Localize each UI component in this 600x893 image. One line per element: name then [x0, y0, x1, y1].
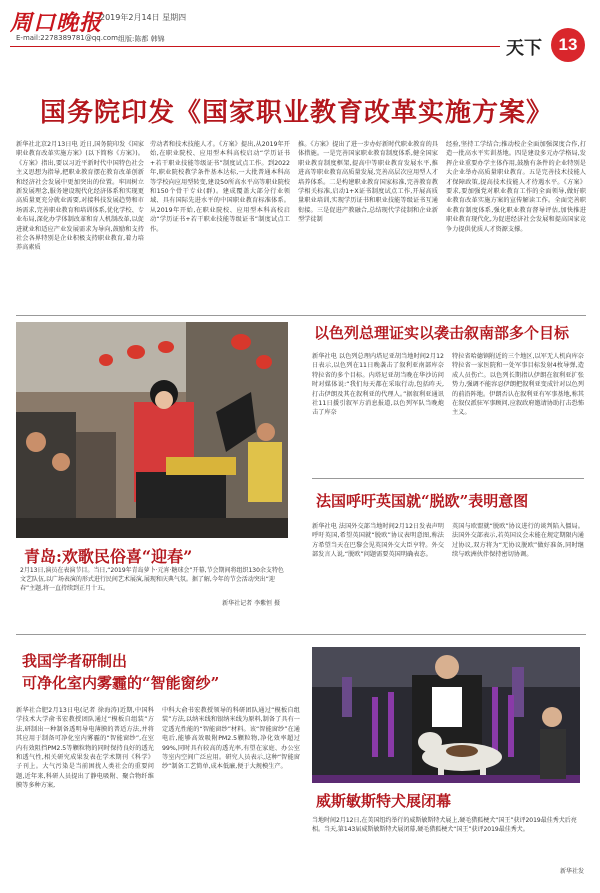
article1-col3	[298, 140, 438, 310]
photo2-title: 威斯敏斯特犬展闭幕	[316, 792, 452, 810]
photo-story-caption: 2月13日,演员在表演节目。当日,“2019年青岛萝卜·元宵·糖球会”开幕,节会期间将组织130余支特色文艺队伍,以广场表演的形式进行民间艺术展演,展现和庆典气氛。据了解,今年的节会活动突出“迎春”主题,将一直持续到正月十五。	[20, 567, 284, 592]
article4-col1-text: 新华社合肥2月13日电(记者 徐海涛)近期,中国科学技术大学俞书宏教授团队通过“模板自组装”方法,研制出一种制备透明导电薄膜的普适方法,并将其应用于制备可净化室内雾霾的“智能窗纱”,在室内有效阻挡PM2.5等颗粒物的同时保持良好的透光和透气性,相关研究成果发表在学术期刊《科学》子刊上。大气污染是当前困扰人类社会的重要问题,近年来,科研人员提出了静电吸附、聚合物纤维膜等多种方案,	[16, 707, 154, 790]
article4-title-line2: 可净化室内雾霾的“智能窗纱”	[22, 674, 220, 692]
article1-col1-text: 新华社北京2月13日电 近日,国务院印发《国家职业教育改革实施方案》(以下简称《方案》)。《方案》指出,要以习近平新时代中国特色社会主义思想为指导,把职业教育摆在教育改革创新和经济社会发展中更加突出的位置。牢固树立新发展理念,服务建设现代化经济体系和实现更高质量更充分就业需要,对接科技发展趋势和市场需求,完善职业教育和培训体系,优化学校、专业布局,深化办学体制改革和育人机制改革,以促进就业和适应产业发展需求为导向,鼓励和支持社会各界特别是企业积极支持职业教育,着力培养高素质	[16, 141, 144, 252]
photo-story-byline: 新华社记者 李紫恒 摄	[222, 600, 280, 607]
section-title: 天下	[506, 38, 542, 59]
article3-col1-text: 新华社电 法国外交部当地时间2月12日发表声明呼吁英国,希望英国就“脱欧”协议表明意图,称法方希望当天在巴黎会见英国外交大臣亨特。外交部发言人说,“脱欧”问题需要英国明确表态。	[312, 523, 444, 559]
main-headline: 国务院印发《国家职业教育改革实施方案》	[40, 98, 554, 128]
photo2-caption: 当地时间2月12日,在美国纽约举行的威斯敏斯特犬展上,硬毛猎狐梗犬“国王”获评2019最佳秀犬后亮相。当天,第143届威斯敏斯特犬展闭幕,硬毛猎狐梗犬“国王”获评2019最佳秀犬。	[312, 817, 577, 833]
article1-col2-text: 劳动者和技术技能人才。《方案》提出,从2019年开始,在职业院校、应用型本科高校启动“学历证书+若干职业技能等级证书”制度试点工作。到2022年,职业院校教学条件基本达标,一大批普通本科高等学校向应用型转变,建设50所高水平高等职业院校和150个骨干专业(群)。建成覆盖大部分行业领域、具有国际先进水平的中国职业教育标准体系。从2019年开始,在职业院校、应用型本科高校启动“学历证书+若干职业技能等级证书”制度试点工作。	[150, 141, 290, 233]
editors-credit: 组版:陈都 韩锦	[118, 35, 165, 43]
article2-divider	[312, 478, 584, 479]
article2-title: 以色列总理证实以袭击叙南部多个目标	[314, 324, 570, 342]
festival-photo	[16, 322, 288, 538]
article2-col1	[312, 352, 444, 470]
article4-col1	[16, 706, 154, 878]
photo-story-title: 青岛:欢歌民俗喜“迎春”	[24, 547, 193, 566]
article1-col3-text: 推。《方案》提出了进一步办好新时代职业教育的具体措施。一是完善国家职业教育制度体系,健全国家职业教育制度框架,提高中等职业教育发展水平,推进高等职业教育高质量发展,完善高层次应用型人才培养体系。二是构建职业教育国家标准,完善教育教学相关标准,启动1+X证书制度试点工作,开展高质量职业培训,实现学历证书和职业技能等级证书互通衔接。三是促进产教融合,总结现代学徒制和企业新型学徒制	[298, 141, 438, 224]
issue-date: 2019年2月14日 星期四	[100, 13, 187, 22]
article4-col2	[162, 706, 300, 878]
photo2-byline: 新华社发	[559, 868, 584, 875]
article4-col2-text: 中科大俞书宏教授领导的科研团队通过“模板自组装”方法,以纳米线和银纳米线为原料,制备了具有一定透光性能的“智能窗纱”材料。该“智能窗纱”在通电后,能够高效吸附PM2.5颗粒物,净化效率超过99%,同时具有较高的透光率,有望在家庭、办公室等室内空间广泛应用。研究人员表示,这种“智能窗纱”制备工艺简单,成本低廉,便于大规模生产。	[162, 707, 300, 771]
masthead	[0, 0, 600, 80]
article2-col1-text: 新华社电 以色列总理内塔尼亚胡当地时间2月12日表示,以色列在11日晚袭击了叙利亚南部库奈特拉省的多个目标。内塔尼亚胡当晚在华沙访问时对媒体说:“我们每天都在采取行动,包括昨天,打击伊朗及其在叙利亚的代理人。”据叙利亚通讯社11日援引叙军方消息报道,以色列军队当晚炮击了库奈	[312, 353, 444, 417]
article1-col1	[16, 140, 144, 310]
article2-col2-text: 特拉省哈德镇附近的三个地区,以军无人机向库奈特拉省一家医院和一处军事目标发射4枚导弹,造成人员伤亡。以色列长期指认伊朗在叙利亚扩张势力,强调不能容忍伊朗把叙利亚变成针对以色列的前沿阵地。伊朗否认在叙利亚有军事基地,称其在叙仅派驻军事顾问,应叙政府邀请协助打击恐怖主义。	[452, 353, 584, 417]
newspaper-logo: 周口晚报	[10, 10, 103, 36]
article1-col4-text: 经验,坚持工学结合;推动校企全面加强深度合作,打造一批高水平实训基地。四是建设多元办学格局,发挥企业重要办学主体作用,鼓励有条件的企业特别是大企业举办高质量职业教育。五是完善技术技能人才保障政策,提高技术技能人才待遇水平。《方案》要求,要加强党对职业教育工作的全面领导,做好职业教育改革实施方案的宣传解读工作。全面完善职业教育制度体系,强化职业教育督导评估,加快推进职业教育现代化,为促进经济社会发展和提高国家竞争力提供优质人才资源支撑。	[446, 141, 586, 233]
lower-divider	[16, 634, 586, 635]
page-number-badge: 13	[551, 28, 585, 62]
masthead-divider	[10, 46, 500, 47]
dog-show-photo	[312, 647, 580, 783]
article3-col2	[452, 522, 584, 626]
section-divider	[16, 315, 586, 316]
article1-col4	[446, 140, 586, 310]
article2-col2	[452, 352, 584, 470]
article3-title: 法国呼吁英国就“脱欧”表明意图	[316, 492, 529, 510]
contact-email: E-mail:2278389781@qq.com	[16, 34, 118, 42]
article3-col1	[312, 522, 444, 626]
article3-col2-text: 英国与欧盟就“脱欧”协议进行的谈判陷入僵局。法国外交部表示,若英国议会未能在规定期限内通过协议,双方将为“无协议脱欧”做好准备,同时继续与欧洲伙伴保持密切协调。	[452, 523, 584, 559]
article4-title-line1: 我国学者研制出	[22, 652, 128, 670]
article1-col2	[150, 140, 290, 310]
